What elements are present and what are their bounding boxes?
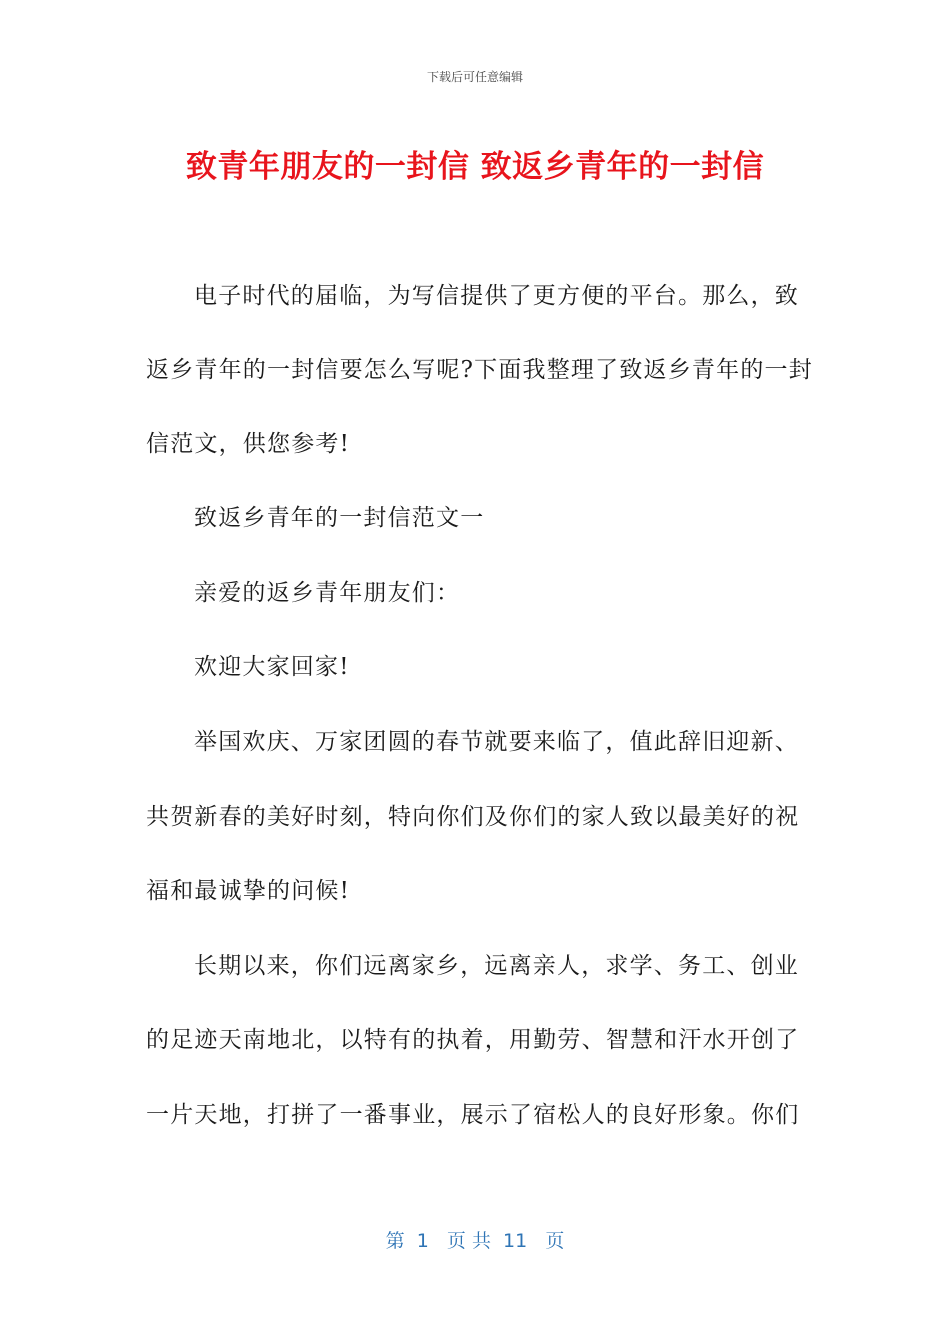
section-heading: 致返乡青年的一封信范文一 [194, 505, 485, 531]
paragraph-line: 返乡青年的一封信要怎么写呢?下面我整理了致返乡青年的一封 [146, 357, 813, 383]
paragraph-line: 共贺新春的美好时刻，特向你们及你们的家人致以最美好的祝 [146, 804, 800, 830]
paragraph-line: 一片天地，打拼了一番事业，展示了宿松人的良好形象。你们 [146, 1102, 800, 1128]
paragraph-line: 电子时代的届临，为写信提供了更方便的平台。那么，致 [194, 283, 799, 309]
document-title: 致青年朋友的一封信 致返乡青年的一封信 [185, 149, 765, 185]
paragraph-line: 举国欢庆、万家团圆的春节就要来临了，值此辞旧迎新、 [194, 729, 799, 755]
page-number-footer: 第 1 页 共 11 页 [385, 1230, 565, 1252]
paragraph-line: 信范文，供您参考! [146, 431, 351, 457]
paragraph-line: 的足迹天南地北，以特有的执着，用勤劳、智慧和汗水开创了 [146, 1027, 800, 1053]
paragraph-line: 长期以来，你们远离家乡，远离亲人，求学、务工、创业 [194, 953, 799, 979]
paragraph-line: 欢迎大家回家! [194, 654, 350, 680]
salutation: 亲爱的返乡青年朋友们： [194, 580, 461, 606]
header-note: 下载后可任意编辑 [426, 70, 523, 84]
paragraph-line: 福和最诚挚的问候! [146, 878, 351, 904]
